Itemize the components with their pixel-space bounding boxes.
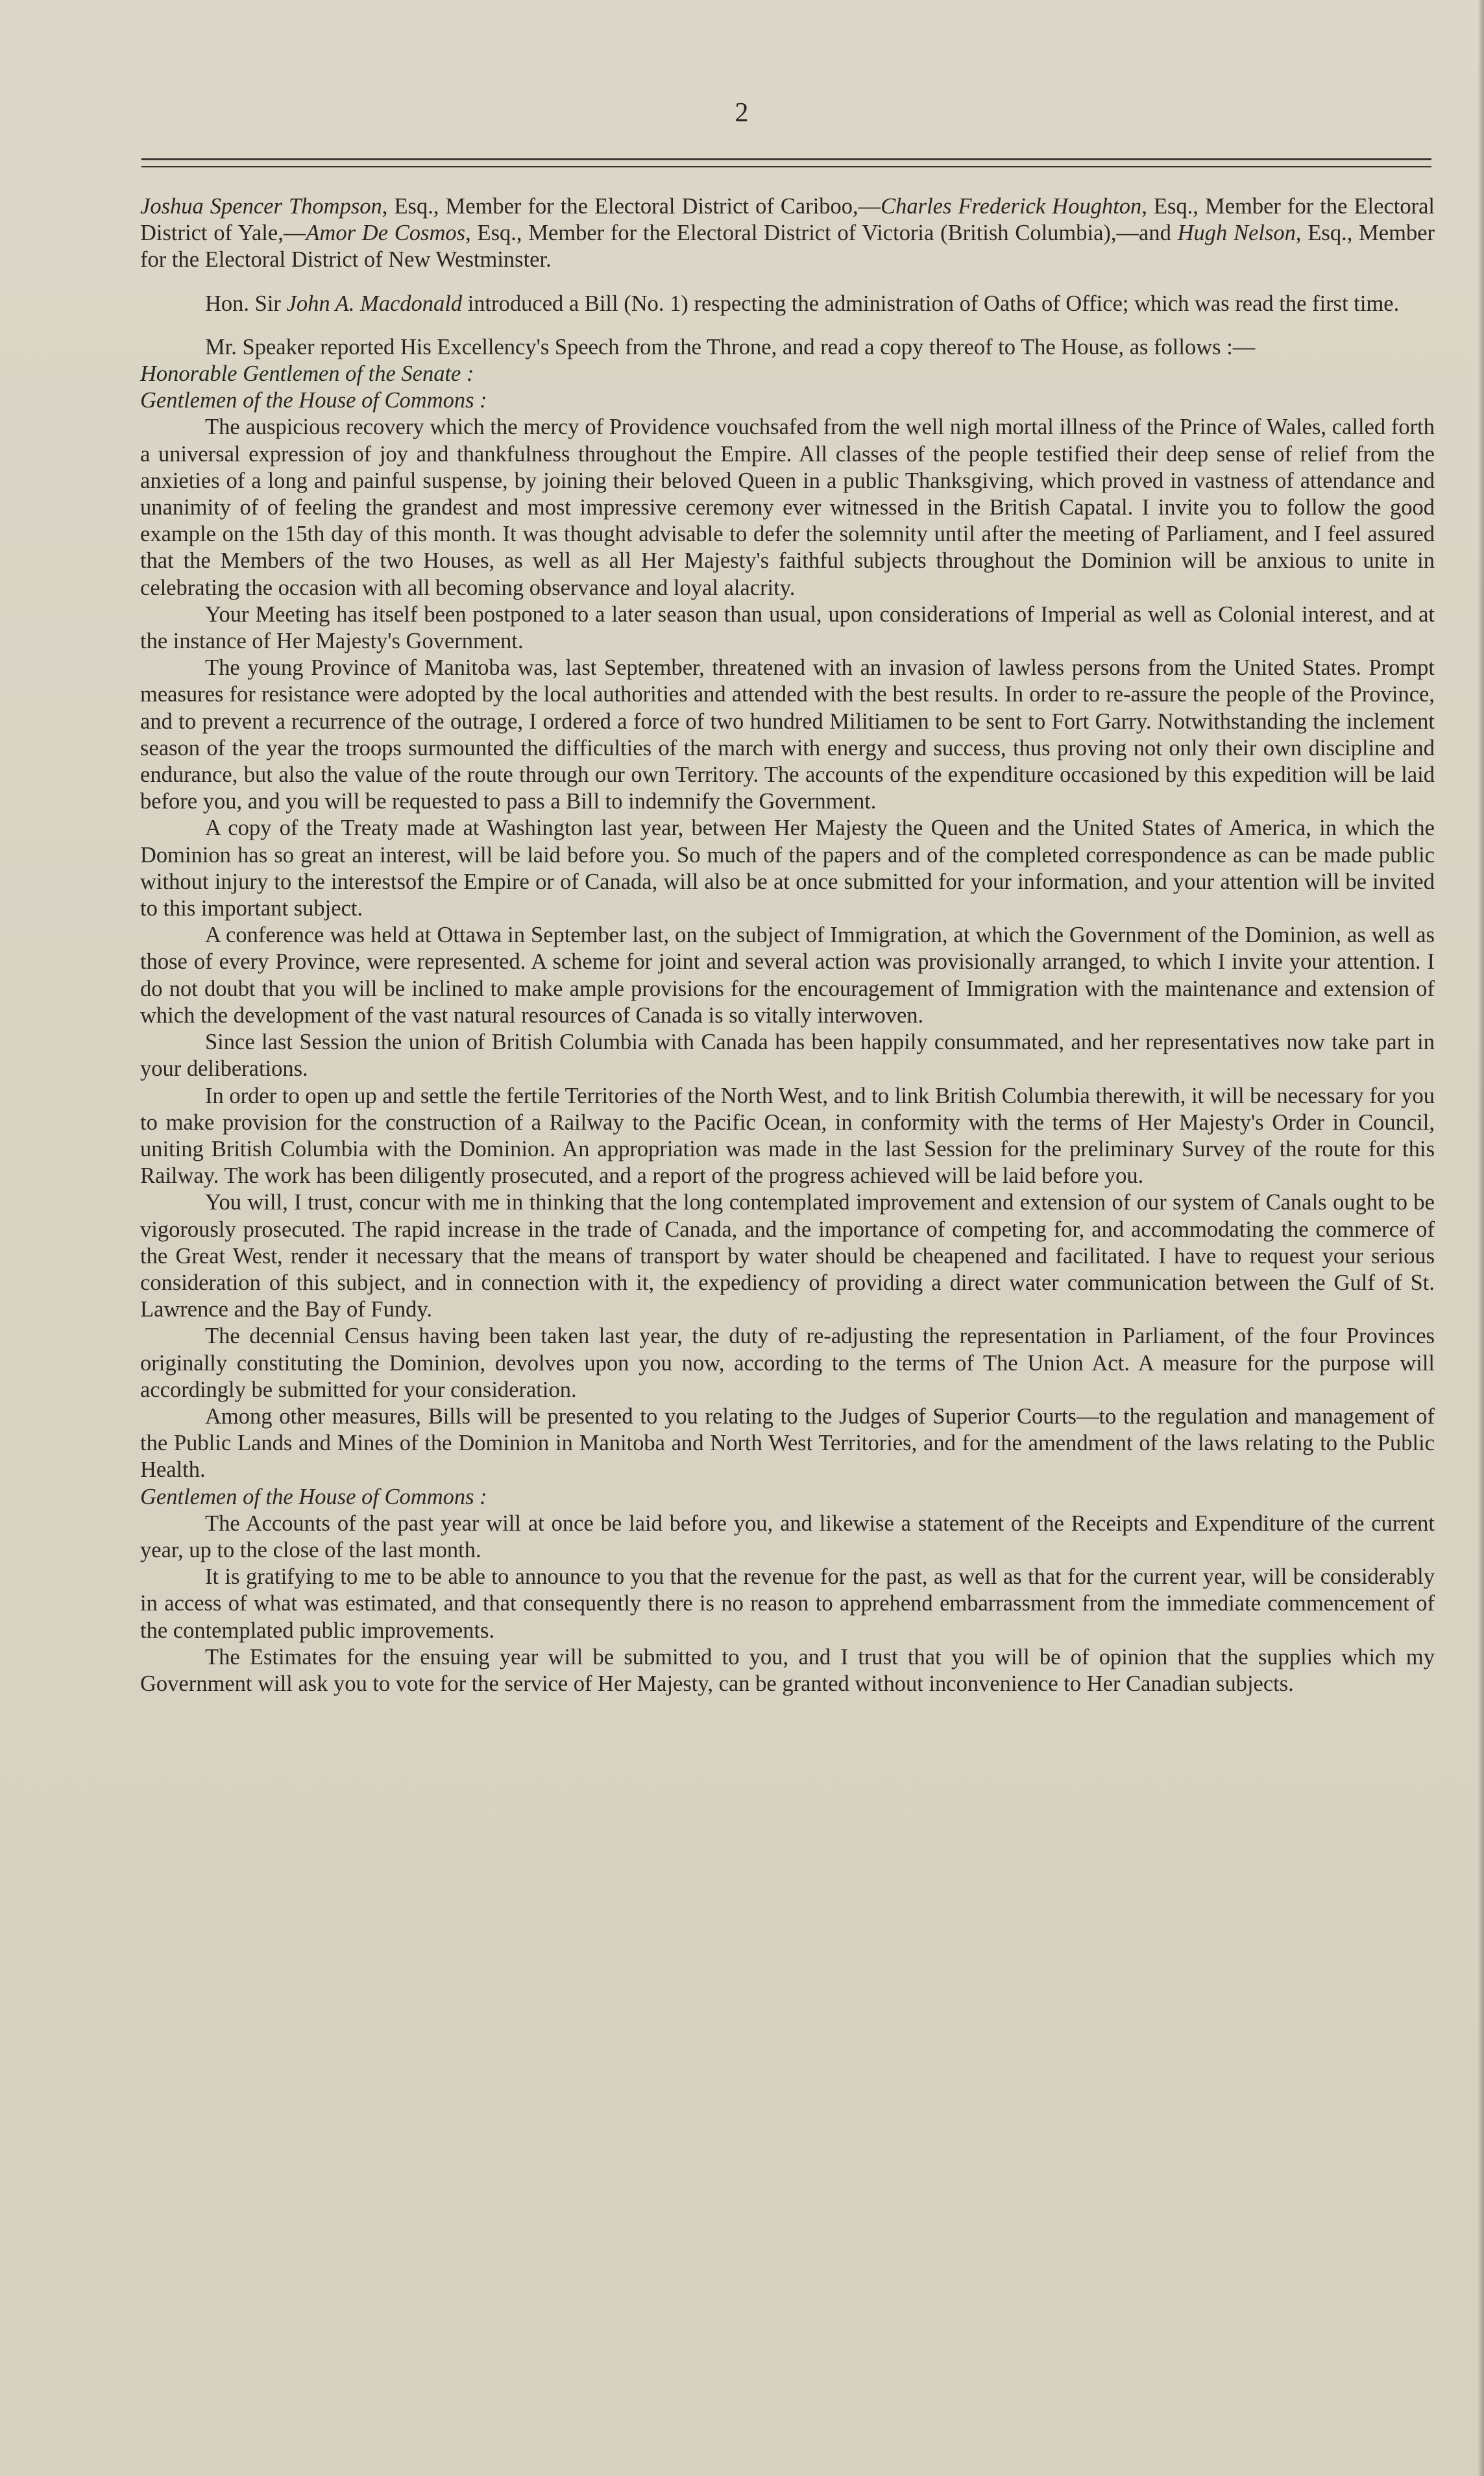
speech-paragraph: Among other measures, Bills will be presented to you relating to the Judges of Superior Courts—to the regulation and management of the Public Lands and Mines of the Dominion in Manitoba and North West Territories, and for the amendment of the laws relating to the Public Health. (140, 1403, 1435, 1483)
speaker-paragraph: Mr. Speaker reported His Excellency's Speech from the Throne, and read a copy thereof to The House, as follows :— (205, 334, 1256, 359)
member-text: , Esq., Member for the Electoral District of Yale,— (140, 194, 1435, 246)
speech-paragraph: The young Province of Manitoba was, last September, threatened with an invasion of lawless persons from the United States. Prompt measures for resistance were adopted by the local authorities and attended with the best results. In order to re-assure the people of the Province, and to prevent a recurrence of the outrage, I ordered a force of two hundred Militiamen to be sent to Fort Garry. Notwithstanding the inclement season of the year the troops surmounted the difficulties of the march with energy and success, thus proving not only their own discipline and endurance, but also the value of the route through our own Territory. The accounts of the expenditure occasioned by this expedition will be laid before you, and you will be requested to pass a Bill to indemnify the Government. (140, 655, 1435, 814)
salutation-senate: Honorable Gentlemen of the Senate : (140, 361, 474, 387)
speech-paragraph: A conference was held at Ottawa in September last, on the subject of Immigration, at which the Government of the Dominion, as well as those of every Province, were represented. A scheme for joint and several action was provisionally arranged, to which I invite your attention. I do not doubt that you will be inclined to make ample provisions for the encouragement of Immigration with the maintenance and extension of which the development of the vast natural resources of Canada is so vitally interwoven. (140, 923, 1435, 1028)
speech-paragraph: A copy of the Treaty made at Washington last year, between Her Majesty the Queen and the United States of America, in which the Dominion has so great an interest, will be laid before you. So much of the papers and of the completed correspondence as can be made public without injury to the interestsof the Empire or of Canada, will also be at once submitted for your information, and your attention will be invited to this important subject. (140, 816, 1435, 921)
commons-paragraph: It is gratifying to me to be able to announce to you that the revenue for the past, as well as that for the current year, will be considerably in access of what was estimated, and that consequently there is no reason to apprehend embarrassment from the immediate commencement of the contemplated public improvements. (140, 1564, 1435, 1643)
member-name: Hugh Nelson (1177, 221, 1296, 246)
speech-paragraph: Since last Session the union of British Columbia with Canada has been happily consummated, and her representatives now take part in your deliberations. (140, 1030, 1435, 1082)
bill-sponsor: John A. Macdonald (286, 291, 463, 316)
member-text: , Esq., Member for the Electoral District of Cariboo,— (382, 194, 881, 219)
bill-text: introduced a Bill (No. 1) respecting the administration of Oaths of Office; which was read the first time. (462, 291, 1400, 316)
speech-paragraph: The auspicious recovery which the mercy of Providence vouchsafed from the well nigh mortal illness of the Prince of Wales, called forth a universal expression of joy and thankfulness throughout the Empire. All classes of the people testified their deep sense of relief from the anxieties of a long and painful suspense, by joining their beloved Queen in a public Thanksgiving, which proved in vastness of attendance and unanimity of of feeling the grandest and most impressive ceremony ever witnessed in the British Capatal. I invite you to follow the good example on the 15th day of this month. It was thought advisable to defer the solemnity until after the meeting of Parliament, and I feel assured that the Members of the two Houses, as well as all Her Majesty's faithful subjects throughout the Dominion will be anxious to unite in celebrating the occasion with all becoming observance and loyal alacrity. (140, 415, 1435, 600)
speech-paragraph: The decennial Census having been taken last year, the duty of re-adjusting the representation in Parliament, of the four Provinces originally constituting the Dominion, devolves upon you now, according to the terms of The Union Act. A measure for the purpose will accordingly be submitted for your consideration. (140, 1324, 1435, 1402)
speech-paragraph: In order to open up and settle the fertile Territories of the North West, and to link British Columbia therewith, it will be necessary for you to make provision for the construction of a Railway to the Pacific Ocean, in conformity with the terms of Her Majesty's Order in Council, uniting British Columbia with the Dominion. An appropriation was made in the last Session for the preliminary Survey of the route for this Railway. The work has been diligently prosecuted, and a report of the progress achieved will be laid before you. (140, 1083, 1435, 1189)
header-rule-bottom (141, 166, 1431, 167)
document-body (140, 193, 1435, 1697)
header-rule-top (141, 158, 1431, 160)
member-name: Amor De Cosmos (306, 221, 466, 246)
page-number: 2 (735, 98, 749, 128)
commons-heading: Gentlemen of the House of Commons : (140, 1484, 487, 1509)
member-text: , Esq., Member for the Electoral District of New Westminster. (140, 221, 1435, 273)
member-name: Charles Frederick Houghton (881, 194, 1142, 219)
bill-paragraph (140, 291, 1435, 317)
bill-prefix: Hon. Sir (205, 291, 287, 316)
commons-paragraph: The Accounts of the past year will at once be laid before you, and likewise a statement of the Receipts and Expenditure of the current year, up to the close of the last month. (140, 1511, 1435, 1562)
speech-paragraph: Your Meeting has itself been postponed to a later season than usual, upon considerations of Imperial as well as Colonial interest, and at the instance of Her Majesty's Government. (140, 601, 1435, 654)
member-text: , Esq., Member for the Electoral District of Victoria (British Columbia),—and (465, 221, 1178, 246)
page-edge-shadow (1478, 0, 1484, 2476)
salutation-commons: Gentlemen of the House of Commons : (140, 388, 487, 413)
speech-paragraph: You will, I trust, concur with me in thinking that the long contemplated improvement and extension of our system of Canals ought to be vigorously prosecuted. The rapid increase in the trade of Canada, and the importance of competing for, and accommodating the commerce of the Great West, render it necessary that the means of transport by water should be cheapened and facilitated. I have to request your serious consideration of this subject, and in connection with it, the expediency of providing a direct water communication between the Gulf of St. Lawrence and the Bay of Fundy. (140, 1190, 1435, 1322)
commons-paragraph: The Estimates for the ensuing year will be submitted to you, and I trust that you will be of opinion that the supplies which my Government will ask you to vote for the service of Her Majesty, can be granted without inconvenience to Her Canadian subjects. (140, 1644, 1435, 1696)
members-paragraph (140, 193, 1435, 274)
member-name: Joshua Spencer Thompson (140, 194, 382, 219)
